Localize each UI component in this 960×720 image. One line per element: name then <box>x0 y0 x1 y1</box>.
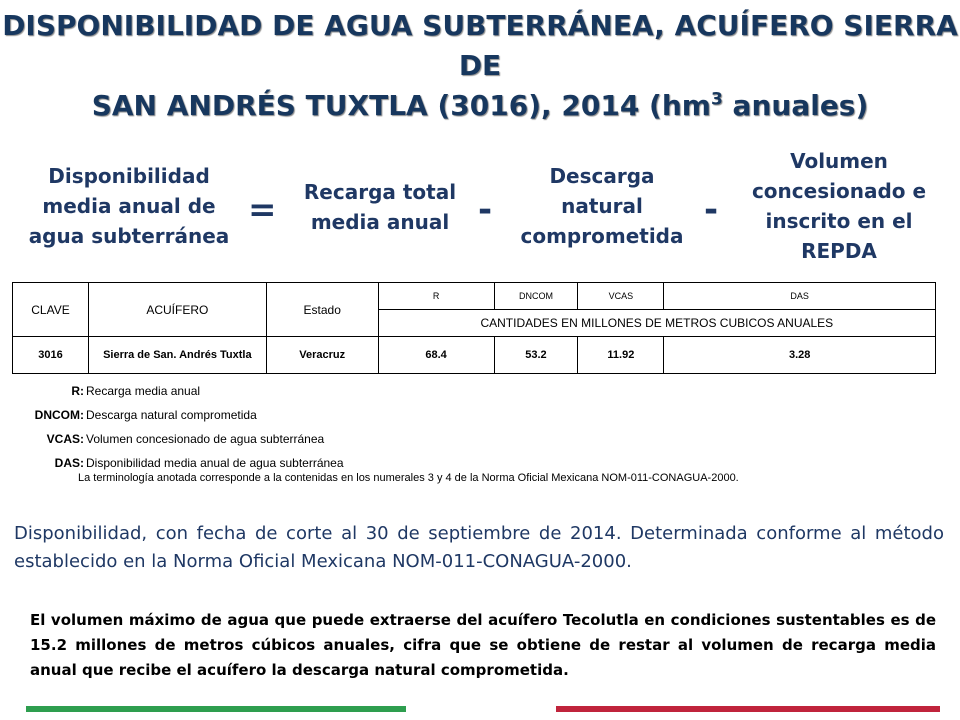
title-line-2 <box>0 86 960 126</box>
availability-table <box>12 282 936 374</box>
table-row <box>13 337 936 374</box>
legend-item <box>0 408 960 424</box>
formula-recharge: Recarga total media anual <box>303 180 457 234</box>
title-line-2-suffix: anuales) <box>722 89 869 122</box>
legend-value: Descarga natural comprometida <box>86 408 257 422</box>
table-header-row <box>13 283 936 310</box>
formula-minus-2: - <box>704 190 719 230</box>
legend-item <box>0 432 960 448</box>
cell-vcas: 11.92 <box>578 337 664 374</box>
page-title <box>0 6 960 126</box>
title-line-1: DISPONIBILIDAD DE AGUA SUBTERRÁNEA, ACUÍFERO SIERRA DE <box>2 9 958 82</box>
title-line-2-prefix: SAN ANDRÉS TUXTLA (3016), 2014 (hm <box>91 89 711 122</box>
legend-key: R: <box>71 384 84 398</box>
volume-note: El volumen máximo de agua que puede extraerse del acuífero Tecolutla en condiciones sustentables es de 15.2 millones de metros cúbicos anuales, cifra que se obtiene de restar al volumen de recarga media anual que recibe el acuífero la descarga natural comprometida. <box>30 611 936 679</box>
header-dncom: DNCOM <box>494 283 578 310</box>
formula-equals: = <box>248 190 277 230</box>
cell-r: 68.4 <box>378 337 494 374</box>
cell-dncom: 53.2 <box>494 337 578 374</box>
header-vcas: VCAS <box>578 283 664 310</box>
header-acuifero: ACUÍFERO <box>88 283 266 337</box>
cell-estado: Veracruz <box>266 337 378 374</box>
availability-note: Disponibilidad, con fecha de corte al 30 de septiembre de 2014. Determinada conforme al método establecido en la Norma Oficial Mexicana NOM-011-CONAGUA-2000. <box>14 523 944 572</box>
legend-item <box>0 384 960 400</box>
cell-acuifero: Sierra de San. Andrés Tuxtla <box>88 337 266 374</box>
legend-value: Volumen concesionado de agua subterránea <box>86 432 325 446</box>
legend-key: DAS: <box>54 456 84 470</box>
header-estado: Estado <box>266 283 378 337</box>
formula-minus-1: - <box>478 190 493 230</box>
formula-discharge: Descarga natural comprometida <box>520 164 684 248</box>
title-superscript: 3 <box>710 89 723 110</box>
cell-clave: 3016 <box>13 337 89 374</box>
header-das: DAS <box>664 283 936 310</box>
footer-bar-green <box>26 706 406 712</box>
formula-volume: Volumen concesionado e inscrito en el REPDA <box>751 149 927 263</box>
legend-value: Disponibilidad media anual de agua subterránea <box>86 456 344 470</box>
terminology-note: La terminología anotada corresponde a la contenidas en los numerales 3 y 4 de la Norma Oficial Mexicana NOM-011-CONAGUA-2000. <box>78 472 739 484</box>
legend-key: DNCOM: <box>34 408 84 422</box>
legend-value: Recarga media anual <box>86 384 201 398</box>
header-units: CANTIDADES EN MILLONES DE METROS CUBICOS ANUALES <box>378 310 935 337</box>
header-r: R <box>378 283 494 310</box>
legend-key: VCAS: <box>46 432 84 446</box>
footer-bar-red <box>556 706 940 712</box>
formula-availability: Disponibilidad media anual de agua subterránea <box>28 164 230 248</box>
header-clave: CLAVE <box>13 283 89 337</box>
legend-item <box>0 456 960 472</box>
cell-das: 3.28 <box>664 337 936 374</box>
